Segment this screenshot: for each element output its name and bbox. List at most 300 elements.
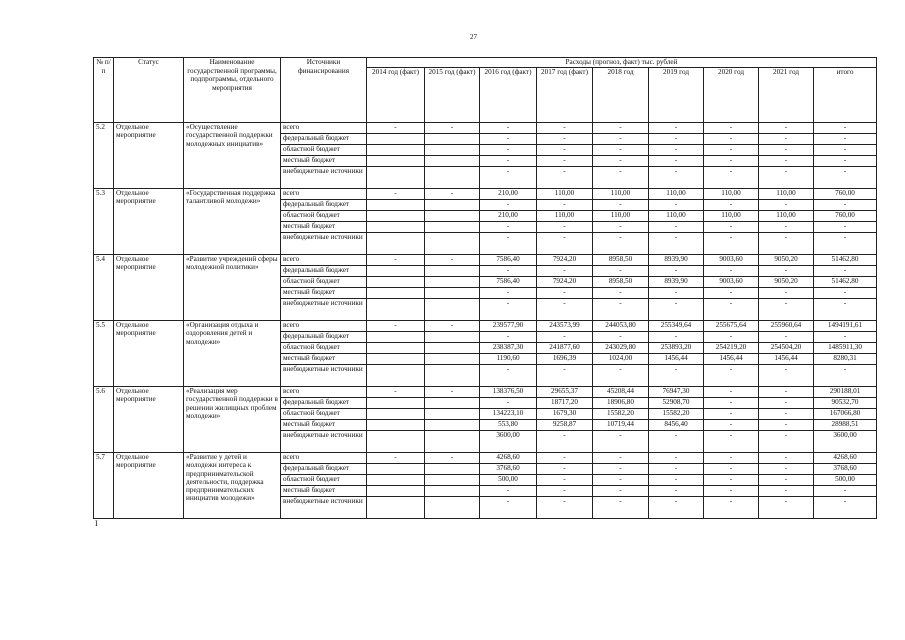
value-cell: 1456,44 xyxy=(649,354,704,365)
value-cell: - xyxy=(759,134,814,145)
value-cell: - xyxy=(593,431,649,453)
value-cell xyxy=(367,222,425,233)
value-cell: - xyxy=(704,145,759,156)
value-cell: - xyxy=(814,288,877,299)
value-cell: - xyxy=(425,123,480,134)
value-cell: - xyxy=(537,497,593,519)
funding-source: местный бюджет xyxy=(281,222,367,233)
value-cell xyxy=(425,464,480,475)
value-cell: - xyxy=(649,145,704,156)
value-cell: - xyxy=(704,156,759,167)
value-cell: - xyxy=(759,497,814,519)
value-cell: - xyxy=(759,464,814,475)
value-cell: - xyxy=(704,486,759,497)
value-cell: 9050,20 xyxy=(759,277,814,288)
value-cell: - xyxy=(480,486,537,497)
value-cell xyxy=(425,145,480,156)
value-cell: 1024,00 xyxy=(593,354,649,365)
value-cell: - xyxy=(480,332,537,343)
value-cell xyxy=(367,497,425,519)
value-cell: - xyxy=(649,365,704,387)
value-cell: - xyxy=(759,222,814,233)
header-year: 2015 год (факт) xyxy=(425,68,480,123)
value-cell: 3768,60 xyxy=(480,464,537,475)
table-row xyxy=(94,123,877,134)
row-status: Отдельное мероприятие xyxy=(114,123,184,189)
value-cell: - xyxy=(759,145,814,156)
value-cell: 90532,70 xyxy=(814,398,877,409)
value-cell: - xyxy=(537,431,593,453)
value-cell: - xyxy=(480,200,537,211)
value-cell: - xyxy=(704,431,759,453)
row-number: 5.3 xyxy=(94,189,114,255)
value-cell: - xyxy=(704,387,759,398)
funding-source: всего xyxy=(281,189,367,200)
value-cell: - xyxy=(537,475,593,486)
value-cell xyxy=(425,222,480,233)
value-cell: - xyxy=(593,233,649,255)
value-cell xyxy=(367,475,425,486)
value-cell xyxy=(425,299,480,321)
table-row xyxy=(94,387,877,398)
value-cell: - xyxy=(704,365,759,387)
value-cell: - xyxy=(814,497,877,519)
header-status: Статус xyxy=(114,58,184,123)
value-cell xyxy=(367,354,425,365)
value-cell: 51462,80 xyxy=(814,255,877,266)
row-name: «Осуществление государственной поддержки молодежных инициатив» xyxy=(184,123,281,189)
value-cell: - xyxy=(480,266,537,277)
value-cell: - xyxy=(537,288,593,299)
funding-source: федеральный бюджет xyxy=(281,464,367,475)
value-cell: - xyxy=(759,200,814,211)
value-cell xyxy=(425,354,480,365)
value-cell: - xyxy=(480,233,537,255)
value-cell: - xyxy=(537,299,593,321)
value-cell: 110,00 xyxy=(704,211,759,222)
value-cell: 239577,90 xyxy=(480,321,537,332)
value-cell: - xyxy=(814,266,877,277)
value-cell xyxy=(367,211,425,222)
value-cell: 3768,60 xyxy=(814,464,877,475)
value-cell: 28988,51 xyxy=(814,420,877,431)
page-number: 27 xyxy=(470,33,477,41)
value-cell: - xyxy=(367,453,425,464)
row-number: 5.7 xyxy=(94,453,114,519)
value-cell: 9050,20 xyxy=(759,255,814,266)
value-cell: 110,00 xyxy=(593,189,649,200)
funding-source: областной бюджет xyxy=(281,475,367,486)
value-cell xyxy=(425,365,480,387)
row-name: «Развитие учреждений сферы молодежной политики» xyxy=(184,255,281,321)
header-year: 2021 год xyxy=(759,68,814,123)
value-cell: - xyxy=(425,255,480,266)
header-year: 2016 год (факт) xyxy=(480,68,537,123)
value-cell: - xyxy=(367,321,425,332)
row-status: Отдельное мероприятие xyxy=(114,255,184,321)
value-cell xyxy=(425,200,480,211)
value-cell: 253893,20 xyxy=(649,343,704,354)
value-cell: - xyxy=(814,145,877,156)
value-cell: - xyxy=(704,266,759,277)
header-name: Наименование государственной программы, подпрограммы, отдельного мероприятия xyxy=(184,58,281,123)
value-cell: - xyxy=(537,156,593,167)
value-cell: - xyxy=(814,332,877,343)
row-status: Отдельное мероприятие xyxy=(114,189,184,255)
value-cell xyxy=(367,420,425,431)
value-cell: 3600,00 xyxy=(814,431,877,453)
value-cell: 110,00 xyxy=(593,211,649,222)
value-cell: - xyxy=(480,134,537,145)
value-cell: 7586,40 xyxy=(480,255,537,266)
value-cell: - xyxy=(649,167,704,189)
value-cell: - xyxy=(593,145,649,156)
value-cell: - xyxy=(480,167,537,189)
value-cell: 167066,80 xyxy=(814,409,877,420)
value-cell: - xyxy=(759,167,814,189)
header-year: 2020 год xyxy=(704,68,759,123)
value-cell: - xyxy=(814,233,877,255)
row-status: Отдельное мероприятие xyxy=(114,321,184,387)
funding-source: местный бюджет xyxy=(281,156,367,167)
value-cell: - xyxy=(814,486,877,497)
value-cell: 1696,39 xyxy=(537,354,593,365)
value-cell: - xyxy=(480,145,537,156)
value-cell: 76947,30 xyxy=(649,387,704,398)
value-cell: 8280,31 xyxy=(814,354,877,365)
header-year: 2019 год xyxy=(649,68,704,123)
funding-source: внебюджетные источники xyxy=(281,167,367,189)
value-cell: 110,00 xyxy=(759,211,814,222)
value-cell: 243029,80 xyxy=(593,343,649,354)
margin-mark: I xyxy=(95,519,98,528)
value-cell: - xyxy=(814,123,877,134)
value-cell: 255960,64 xyxy=(759,321,814,332)
funding-source: всего xyxy=(281,387,367,398)
value-cell: - xyxy=(537,123,593,134)
value-cell: 18717,20 xyxy=(537,398,593,409)
funding-source: внебюджетные источники xyxy=(281,299,367,321)
value-cell: 45208,44 xyxy=(593,387,649,398)
value-cell: 244053,80 xyxy=(593,321,649,332)
value-cell: - xyxy=(759,123,814,134)
value-cell: - xyxy=(814,200,877,211)
value-cell: 10719,44 xyxy=(593,420,649,431)
value-cell: - xyxy=(814,167,877,189)
value-cell: - xyxy=(759,299,814,321)
value-cell: 500,00 xyxy=(480,475,537,486)
value-cell xyxy=(367,200,425,211)
value-cell: - xyxy=(537,200,593,211)
value-cell: - xyxy=(537,332,593,343)
value-cell: - xyxy=(704,475,759,486)
value-cell: - xyxy=(537,464,593,475)
value-cell: 255675,64 xyxy=(704,321,759,332)
value-cell: - xyxy=(593,134,649,145)
value-cell: - xyxy=(425,387,480,398)
value-cell: - xyxy=(649,233,704,255)
value-cell: 7924,20 xyxy=(537,255,593,266)
value-cell xyxy=(425,233,480,255)
value-cell: - xyxy=(480,123,537,134)
value-cell: - xyxy=(759,387,814,398)
value-cell: - xyxy=(367,255,425,266)
value-cell: 110,00 xyxy=(704,189,759,200)
value-cell: - xyxy=(814,134,877,145)
funding-source: внебюджетные источники xyxy=(281,365,367,387)
value-cell: 15582,20 xyxy=(593,409,649,420)
value-cell: - xyxy=(649,134,704,145)
row-number: 5.2 xyxy=(94,123,114,189)
value-cell: 760,00 xyxy=(814,189,877,200)
value-cell: - xyxy=(425,189,480,200)
value-cell xyxy=(367,145,425,156)
value-cell: - xyxy=(759,266,814,277)
funding-source: федеральный бюджет xyxy=(281,200,367,211)
value-cell xyxy=(425,398,480,409)
value-cell: 138376,50 xyxy=(480,387,537,398)
header-year: 2017 год (факт) xyxy=(537,68,593,123)
value-cell: - xyxy=(704,420,759,431)
value-cell: - xyxy=(649,497,704,519)
funding-source: областной бюджет xyxy=(281,145,367,156)
value-cell: - xyxy=(593,365,649,387)
value-cell: - xyxy=(537,145,593,156)
header-year: 2014 год (факт) xyxy=(367,68,425,123)
table-row xyxy=(94,321,877,332)
value-cell: - xyxy=(759,431,814,453)
value-cell: 241877,60 xyxy=(537,343,593,354)
value-cell: 52908,70 xyxy=(649,398,704,409)
row-status: Отдельное мероприятие xyxy=(114,453,184,519)
value-cell: 51462,80 xyxy=(814,277,877,288)
value-cell: - xyxy=(704,299,759,321)
value-cell: - xyxy=(704,134,759,145)
value-cell: - xyxy=(649,431,704,453)
value-cell: - xyxy=(759,486,814,497)
value-cell: - xyxy=(593,156,649,167)
value-cell: - xyxy=(759,453,814,464)
value-cell: 110,00 xyxy=(537,211,593,222)
value-cell xyxy=(425,497,480,519)
value-cell: - xyxy=(814,222,877,233)
value-cell: - xyxy=(537,134,593,145)
value-cell: - xyxy=(649,299,704,321)
value-cell: - xyxy=(814,365,877,387)
value-cell: - xyxy=(480,156,537,167)
value-cell xyxy=(425,420,480,431)
value-cell: 8939,90 xyxy=(649,277,704,288)
value-cell: 8939,90 xyxy=(649,255,704,266)
value-cell: 254504,20 xyxy=(759,343,814,354)
value-cell: - xyxy=(593,475,649,486)
value-cell: 29655,37 xyxy=(537,387,593,398)
value-cell: - xyxy=(759,156,814,167)
funding-source: всего xyxy=(281,255,367,266)
row-name: «Организация отдыха и оздоровления детей и молодежи» xyxy=(184,321,281,387)
table-row xyxy=(94,189,877,200)
value-cell: 4268,60 xyxy=(814,453,877,464)
value-cell: - xyxy=(480,398,537,409)
funding-source: федеральный бюджет xyxy=(281,398,367,409)
value-cell: 1679,30 xyxy=(537,409,593,420)
value-cell: 210,00 xyxy=(480,211,537,222)
funding-source: областной бюджет xyxy=(281,211,367,222)
value-cell: 1456,44 xyxy=(759,354,814,365)
value-cell: - xyxy=(480,365,537,387)
value-cell: 9258,87 xyxy=(537,420,593,431)
value-cell xyxy=(367,277,425,288)
value-cell xyxy=(425,266,480,277)
value-cell: - xyxy=(593,497,649,519)
value-cell: 500,00 xyxy=(814,475,877,486)
value-cell: - xyxy=(759,365,814,387)
value-cell: - xyxy=(759,475,814,486)
value-cell: 1494191,61 xyxy=(814,321,877,332)
value-cell: - xyxy=(649,486,704,497)
value-cell xyxy=(425,343,480,354)
value-cell: - xyxy=(704,233,759,255)
value-cell: 255349,64 xyxy=(649,321,704,332)
value-cell: 8456,40 xyxy=(649,420,704,431)
value-cell: - xyxy=(537,222,593,233)
value-cell: - xyxy=(649,266,704,277)
value-cell: - xyxy=(649,332,704,343)
value-cell: 7586,40 xyxy=(480,277,537,288)
row-name: «Государственная поддержка талантливой молодежи» xyxy=(184,189,281,255)
value-cell: 1190,60 xyxy=(480,354,537,365)
value-cell: - xyxy=(593,266,649,277)
header-year: итого xyxy=(814,68,877,123)
value-cell xyxy=(367,332,425,343)
funding-source: всего xyxy=(281,321,367,332)
value-cell: - xyxy=(593,288,649,299)
value-cell: - xyxy=(537,365,593,387)
header-sources: Источники финансирования xyxy=(281,58,367,123)
value-cell: 110,00 xyxy=(759,189,814,200)
value-cell: - xyxy=(593,486,649,497)
value-cell: - xyxy=(704,288,759,299)
value-cell: - xyxy=(704,123,759,134)
value-cell: - xyxy=(425,321,480,332)
header-year: 2018 год xyxy=(593,68,649,123)
row-number: 5.4 xyxy=(94,255,114,321)
funding-source: областной бюджет xyxy=(281,343,367,354)
value-cell xyxy=(367,299,425,321)
value-cell: - xyxy=(593,200,649,211)
value-cell: 8958,50 xyxy=(593,255,649,266)
funding-source: федеральный бюджет xyxy=(281,332,367,343)
value-cell: - xyxy=(649,464,704,475)
value-cell: - xyxy=(814,156,877,167)
value-cell: 1456,44 xyxy=(704,354,759,365)
value-cell: - xyxy=(480,299,537,321)
value-cell: - xyxy=(649,453,704,464)
value-cell: - xyxy=(593,123,649,134)
funding-source: всего xyxy=(281,123,367,134)
value-cell xyxy=(367,464,425,475)
funding-source: внебюджетные источники xyxy=(281,431,367,453)
value-cell: 110,00 xyxy=(537,189,593,200)
value-cell: - xyxy=(367,189,425,200)
value-cell: - xyxy=(759,409,814,420)
value-cell: 243573,99 xyxy=(537,321,593,332)
value-cell: 1485911,30 xyxy=(814,343,877,354)
value-cell xyxy=(425,134,480,145)
value-cell xyxy=(367,167,425,189)
value-cell: - xyxy=(704,453,759,464)
value-cell: - xyxy=(704,222,759,233)
value-cell: - xyxy=(759,233,814,255)
value-cell xyxy=(367,156,425,167)
value-cell xyxy=(367,288,425,299)
value-cell xyxy=(367,365,425,387)
value-cell: - xyxy=(704,398,759,409)
value-cell: - xyxy=(593,222,649,233)
value-cell: - xyxy=(593,464,649,475)
row-number: 5.6 xyxy=(94,387,114,453)
value-cell: - xyxy=(593,453,649,464)
value-cell: - xyxy=(759,420,814,431)
value-cell: 9003,60 xyxy=(704,255,759,266)
value-cell: - xyxy=(814,299,877,321)
value-cell xyxy=(367,398,425,409)
value-cell xyxy=(367,233,425,255)
funding-source: федеральный бюджет xyxy=(281,266,367,277)
funding-source: внебюджетные источники xyxy=(281,233,367,255)
value-cell xyxy=(367,134,425,145)
value-cell xyxy=(425,288,480,299)
value-cell: - xyxy=(704,200,759,211)
funding-source: всего xyxy=(281,453,367,464)
value-cell: - xyxy=(480,222,537,233)
table-row xyxy=(94,453,877,464)
value-cell: - xyxy=(480,497,537,519)
value-cell xyxy=(367,266,425,277)
funding-source: федеральный бюджет xyxy=(281,134,367,145)
budget-table xyxy=(93,57,877,519)
value-cell: 110,00 xyxy=(649,211,704,222)
value-cell: 4268,60 xyxy=(480,453,537,464)
funding-source: местный бюджет xyxy=(281,486,367,497)
value-cell: 7924,20 xyxy=(537,277,593,288)
value-cell: 9003,60 xyxy=(704,277,759,288)
value-cell: 254219,20 xyxy=(704,343,759,354)
value-cell: - xyxy=(704,464,759,475)
value-cell xyxy=(425,486,480,497)
value-cell: - xyxy=(537,233,593,255)
value-cell: 553,80 xyxy=(480,420,537,431)
value-cell xyxy=(425,332,480,343)
funding-source: областной бюджет xyxy=(281,409,367,420)
value-cell: - xyxy=(537,266,593,277)
value-cell: - xyxy=(537,453,593,464)
value-cell: - xyxy=(649,222,704,233)
value-cell: - xyxy=(649,288,704,299)
value-cell: - xyxy=(759,288,814,299)
value-cell: - xyxy=(367,387,425,398)
value-cell: 18906,80 xyxy=(593,398,649,409)
value-cell: - xyxy=(649,475,704,486)
value-cell: 110,00 xyxy=(649,189,704,200)
value-cell: - xyxy=(593,332,649,343)
value-cell xyxy=(367,409,425,420)
row-number: 5.5 xyxy=(94,321,114,387)
value-cell: 760,00 xyxy=(814,211,877,222)
value-cell: 8958,50 xyxy=(593,277,649,288)
funding-source: местный бюджет xyxy=(281,420,367,431)
table-row xyxy=(94,255,877,266)
